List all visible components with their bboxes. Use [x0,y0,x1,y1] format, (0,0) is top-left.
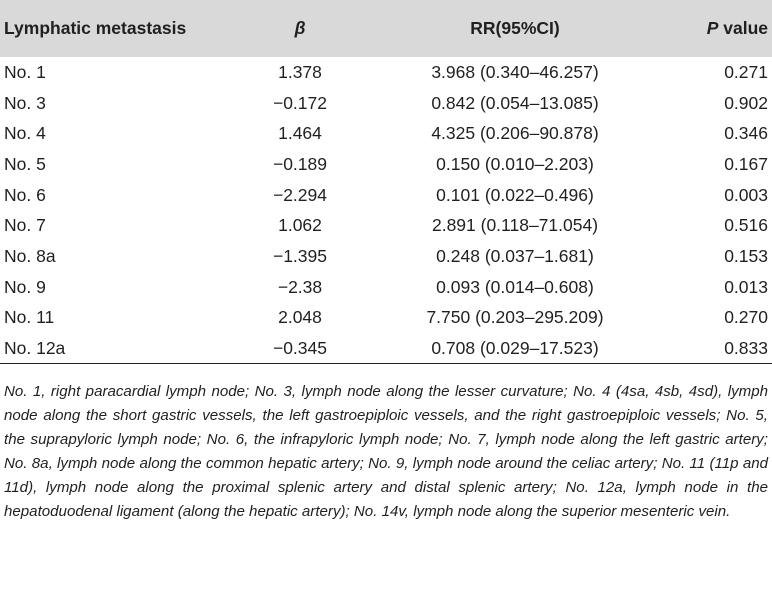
row-name: No. 11 [4,307,55,328]
row-rr: 0.248 (0.037–1.681) [436,245,594,266]
table-row [0,149,772,180]
row-p-value: 0.003 [724,184,768,205]
row-name: No. 6 [4,184,46,205]
table-row [0,272,772,303]
row-name: No. 9 [4,276,46,297]
row-p-value: 0.516 [724,215,768,236]
row-beta: 1.464 [278,123,322,144]
row-beta: −0.345 [215,333,385,364]
row-rr: 0.150 (0.010–2.203) [436,153,594,174]
row-name: No. 3 [4,92,46,113]
table-row [0,118,772,149]
header-rr: RR(95%CI) [470,18,560,38]
row-p-value: 0.346 [724,123,768,144]
row-beta: −0.172 [272,92,327,113]
row-beta: −0.189 [272,153,327,174]
row-name: No. 5 [4,153,46,174]
row-beta: −2.38 [277,276,323,297]
row-rr: 0.093 (0.014–0.608) [436,276,594,297]
header-row [0,0,772,57]
row-p-value: 0.167 [724,153,768,174]
header-p-value [645,0,772,57]
row-beta: 1.378 [278,61,322,82]
row-p-value: 0.902 [724,92,768,113]
beta-symbol: β [294,18,306,38]
table-row [0,180,772,211]
p-value-label: value [718,18,768,38]
table-row [0,333,772,364]
row-name: No. 12a [0,333,215,364]
row-name: No. 7 [4,215,46,236]
row-p-value: 0.833 [645,333,772,364]
row-p-value: 0.153 [724,245,768,266]
table-body [0,57,772,364]
header-lymphatic-metastasis: Lymphatic metastasis [4,18,187,38]
row-rr: 7.750 (0.203–295.209) [426,307,604,328]
row-p-value: 0.270 [724,307,768,328]
row-name: No. 1 [4,61,46,82]
table-row [0,57,772,88]
p-symbol: P [706,18,719,38]
row-rr: 2.891 (0.118–71.054) [431,215,599,236]
row-beta: −2.294 [272,184,327,205]
row-p-value: 0.271 [724,61,768,82]
table-row [0,303,772,334]
row-beta: 1.062 [278,215,322,236]
row-rr: 0.842 (0.054–13.085) [431,92,599,113]
row-p-value: 0.013 [724,276,768,297]
row-rr: 3.968 (0.340–46.257) [431,61,599,82]
table-row [0,241,772,272]
table-row [0,88,772,119]
row-beta: 2.048 [278,307,322,328]
row-rr: 0.101 (0.022–0.496) [436,184,594,205]
header-beta [215,0,385,57]
row-name: No. 8a [4,245,56,266]
table-row [0,210,772,241]
row-beta: −1.395 [272,245,327,266]
row-name: No. 4 [4,123,46,144]
row-rr: 4.325 (0.206–90.878) [431,123,599,144]
table-footnote: No. 1, right paracardial lymph node; No. 3, lymph node along the lesser curvature; No. 4 (4sa, 4sb, 4sd), lymph node along the short gastric vessels, the left gastroepiploic vessels, and the right gastroepiploic vessels; No. 5, the suprapyloric lymph node; No. 6, the infrapyloric lymph node; No. 7, lymph node along the left gastric artery; No. 8a, lymph node along the common hepatic artery; No. 9, lymph node around the celiac artery; No. 11 (11p and 11d), lymph node along the proximal splenic artery and distal splenic artery; No. 12a, lymph node in the hepatoduodenal ligament (along the hepatic artery); No. 14v, lymph node along the superior mesenteric vein. [4,383,768,521]
row-rr: 0.708 (0.029–17.523) [385,333,645,364]
